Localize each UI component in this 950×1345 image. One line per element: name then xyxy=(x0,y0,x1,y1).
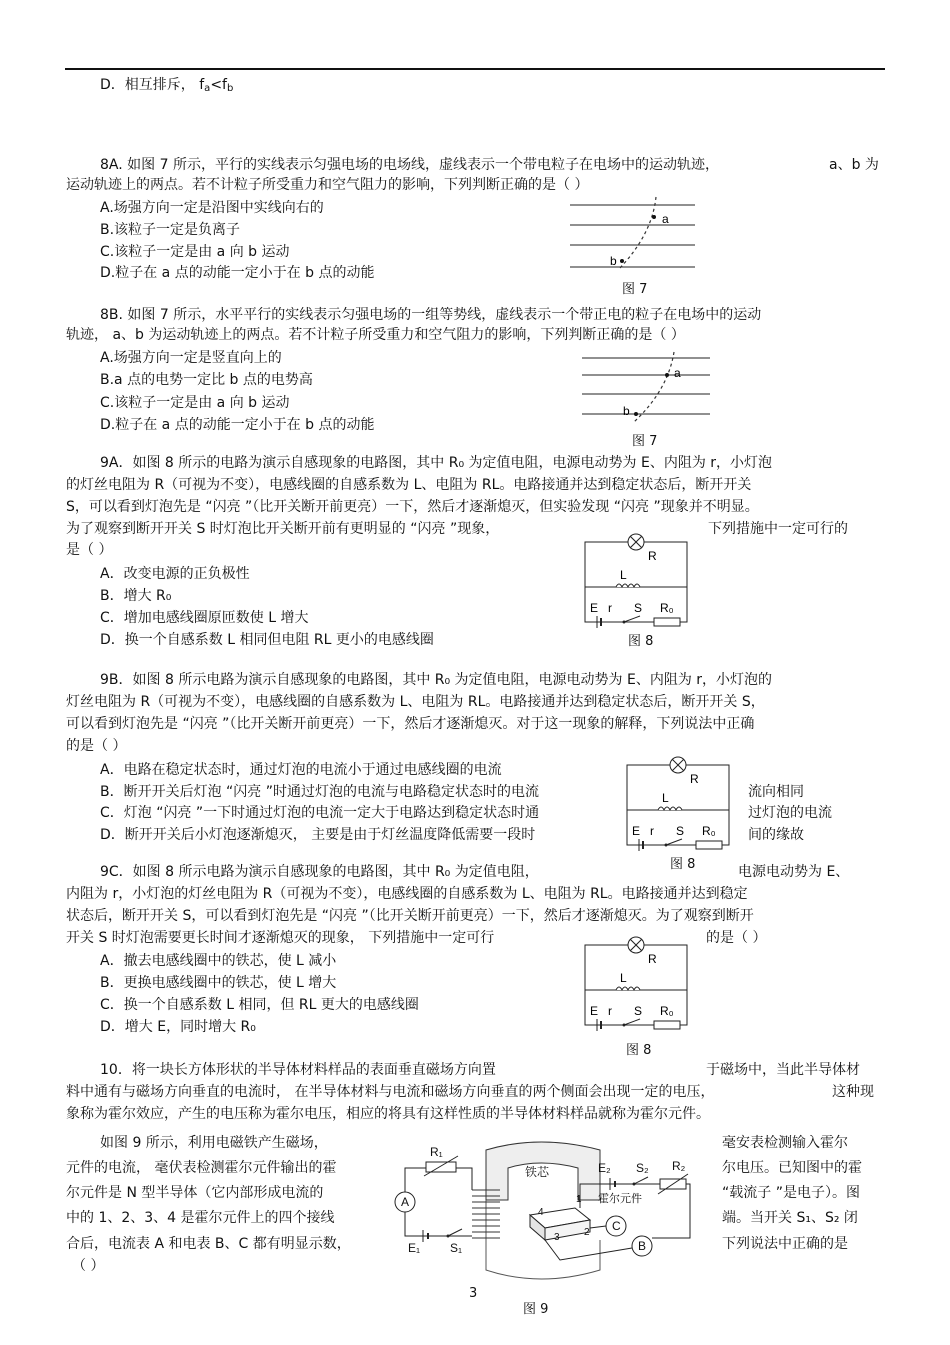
q8b-option-c: C.该粒子一定是由 a 向 b 运动 xyxy=(100,395,290,411)
label-r1: R₁ xyxy=(430,1145,443,1159)
q8b-line2: 轨迹， a、b 为运动轨迹上的两点。若不计粒子所受重力和空气阻力的影响，下列判断正确的是（ ） xyxy=(66,327,685,343)
q9c-line3: 状态后，断开开关 S，可以看到灯泡先是 “闪亮 ”（比开关断开前更亮）一下，然后才逐渐熄灭。为了观察到断开 xyxy=(66,908,754,924)
label-terminal-4: 4 xyxy=(538,1207,544,1218)
q10-line2-tail: 这种现 xyxy=(832,1084,874,1100)
q9a-line3: S，可以看到灯泡先是 “闪亮 ”（比开关断开前更亮）一下，然后才逐渐熄灭，但实验发现 “闪亮 ”现象并不明显。 xyxy=(66,499,759,515)
q10-line2: 料中通有与磁场方向垂直的电流时， 在半导体材料与电流和磁场方向垂直的两个侧面会出现一定的电压， xyxy=(66,1084,715,1100)
q8a-line2: 运动轨迹上的两点。若不计粒子所受重力和空气阻力的影响，下列判断正确的是（ ） xyxy=(66,177,589,193)
svg-text:S: S xyxy=(634,1004,643,1018)
q9c-line1: 9C．如图 8 所示电路为演示自感现象的电路图，其中 R₀ 为定值电阻， xyxy=(100,864,539,880)
fig8b-caption: 图 8 xyxy=(670,857,696,872)
q9a-option-c: C．增加电感线圈原匝数使 L 增大 xyxy=(100,610,309,626)
q10-line3: 象称为霍尔效应，产生的电压称为霍尔电压，相应的将具有这样性质的半导体材料样品就称为霍尔元件。 xyxy=(66,1106,710,1122)
q9a-option-b: B．增大 R₀ xyxy=(100,588,172,604)
circuit-diagram xyxy=(580,935,692,1035)
q10-line1: 10．将一块长方体形状的半导体材料样品的表面垂直磁场方向置 xyxy=(100,1062,496,1078)
q7-option-d: D．相互排斥， $f_a<f_b$ xyxy=(100,77,234,94)
q9a-line4-tail: 下列措施中一定可行的 xyxy=(708,521,848,537)
q10-left-4: 中的 1、2、3、4 是霍尔元件上的四个接线 xyxy=(66,1210,335,1226)
header-rule xyxy=(65,68,885,70)
svg-text:R₀: R₀ xyxy=(660,601,674,615)
label-meter-c: C xyxy=(612,1219,621,1233)
label-s2: S₂ xyxy=(636,1161,649,1175)
q9c-line4-tail: 的是（ ） xyxy=(706,930,767,946)
figure-8b xyxy=(622,755,734,855)
q10-right-2: 尔电压。已知图中的霍 xyxy=(722,1160,862,1176)
q9b-option-c-tail: 过灯泡的电流 xyxy=(748,805,832,821)
figure-8c xyxy=(580,935,692,1035)
label-e2: E₂ xyxy=(598,1161,611,1175)
svg-text:E: E xyxy=(590,601,599,615)
svg-text:L: L xyxy=(620,971,627,985)
label-a: a xyxy=(662,212,669,226)
q8a-line1: 8A. 如图 7 所示，平行的实线表示匀强电场的电场线，虚线表示一个带电粒子在电场中的运动轨迹， xyxy=(100,157,719,173)
fig7a-caption: 图 7 xyxy=(622,282,648,297)
label-meter-b: B xyxy=(638,1239,647,1253)
svg-text:R: R xyxy=(648,549,657,563)
label-b: b xyxy=(610,254,617,268)
q9b-option-d: D．断开开关后小灯泡逐渐熄灭， 主要是由于灯丝温度降低需要一段时 xyxy=(100,827,536,843)
q8a-option-b: B.该粒子一定是负离子 xyxy=(100,222,241,238)
circuit-diagram xyxy=(580,532,692,632)
q9b-option-d-tail: 间的缘故 xyxy=(748,827,804,843)
q9c-line2: 内阻为 r，小灯泡的灯丝电阻为 R（可视为不变），电感线圈的自感系数为 L、电阻为 RL。电路接通并达到稳定 xyxy=(66,886,748,902)
label-terminal-3: 3 xyxy=(554,1232,560,1243)
q10-right-3: “载流子 ”是电子）。图 xyxy=(722,1185,860,1201)
figure-9 xyxy=(390,1140,720,1290)
label-r2: R₂ xyxy=(672,1159,686,1173)
label-e1: E₁ xyxy=(408,1241,421,1255)
label-ammeter-a: A xyxy=(401,1195,410,1209)
figure-7b xyxy=(582,350,712,425)
svg-text:L: L xyxy=(620,568,627,582)
figure-8a xyxy=(580,532,692,632)
fig8c-caption: 图 8 xyxy=(626,1043,652,1058)
svg-text:R: R xyxy=(648,952,657,966)
field-lines-diagram xyxy=(570,195,700,275)
q10-left-2: 元件的电流， 毫伏表检测霍尔元件输出的霍 xyxy=(66,1160,337,1176)
q9b-option-a: A．电路在稳定状态时，通过灯泡的电流小于通过电感线圈的电流 xyxy=(100,762,502,778)
q9b-line1: 9B．如图 8 所示电路为演示自感现象的电路图，其中 R₀ 为定值电阻，电源电动势为 E、内阻为 r，小灯泡的 xyxy=(100,672,773,688)
svg-text:E: E xyxy=(632,824,641,838)
fig9-caption: 图 9 xyxy=(523,1302,549,1317)
svg-text:R₀: R₀ xyxy=(660,1004,674,1018)
q9c-line4: 开关 S 时灯泡需要更长时间才逐渐熄灭的现象， 下列措施中一定可行 xyxy=(66,930,495,946)
q9b-line2: 灯丝电阻为 R（可视为不变），电感线圈的自感系数为 L、电阻为 RL。电路接通并达到稳定状态后，断开开关 S， xyxy=(66,694,765,710)
q10-left-1: 如图 9 所示，利用电磁铁产生磁场， xyxy=(100,1135,328,1151)
q9b-line3: 可以看到灯泡先是 “闪亮 ”（比开关断开前更亮）一下，然后才逐渐熄灭。对于这一现象的解释，下列说法中正确 xyxy=(66,716,755,732)
hall-effect-diagram xyxy=(390,1140,720,1290)
fig8a-caption: 图 8 xyxy=(628,634,654,649)
circuit-diagram xyxy=(622,755,734,855)
q9b-option-b-tail: 流向相同 xyxy=(748,784,804,800)
label-terminal-2: 2 xyxy=(584,1227,590,1238)
q9a-line5: 是（ ） xyxy=(66,542,113,558)
equipotential-diagram xyxy=(582,350,712,425)
label-s1: S₁ xyxy=(450,1241,463,1255)
q8b-option-d: D.粒子在 a 点的动能一定小于在 b 点的动能 xyxy=(100,417,375,433)
q10-left-5: 合后，电流表 A 和电表 B、C 都有明显示数， xyxy=(66,1236,351,1252)
q8b-option-b: B.a 点的电势一定比 b 点的电势高 xyxy=(100,372,313,388)
q10-left-6: （ ） xyxy=(72,1258,105,1274)
label-iron-core: 铁芯 xyxy=(525,1165,550,1179)
q9c-option-d: D．增大 E，同时增大 R₀ xyxy=(100,1019,256,1035)
svg-text:S: S xyxy=(676,824,685,838)
label-terminal-1: 1 xyxy=(576,1194,582,1205)
q8a-option-a: A.场强方向一定是沿图中实线向右的 xyxy=(100,200,324,216)
q10-right-4: 端。当开关 S₁、S₂ 闭 xyxy=(722,1210,858,1226)
label-hall-element: 霍尔元件 xyxy=(598,1193,642,1205)
q9b-option-b: B．断开开关后灯泡 “闪亮 ”时通过灯泡的电流与电路稳定状态时的电流 xyxy=(100,784,540,800)
q9a-line2: 的灯丝电阻为 R（可视为不变），电感线圈的自感系数为 L、电阻为 RL。电路接通并达到稳定状态后，断开开关 xyxy=(66,477,752,493)
q9c-option-a: A．撤去电感线圈中的铁芯，使 L 减小 xyxy=(100,953,337,969)
q9a-line1: 9A．如图 8 所示的电路为演示自感现象的电路图，其中 R₀ 为定值电阻，电源电动势为 E、内阻为 r，小灯泡 xyxy=(100,455,773,471)
q10-left-3: 尔元件是 N 型半导体（它内部形成电流的 xyxy=(66,1185,324,1201)
q10-right-5: 下列说法中正确的是 xyxy=(722,1236,848,1252)
svg-text:S: S xyxy=(634,601,643,615)
q8a-line1-tail: a、b 为 xyxy=(829,157,879,173)
q8a-option-d: D.粒子在 a 点的动能一定小于在 b 点的动能 xyxy=(100,265,375,281)
page-number: 3 xyxy=(469,1286,478,1301)
svg-text:R₀: R₀ xyxy=(702,824,716,838)
q10-line1-tail: 于磁场中，当此半导体材 xyxy=(706,1062,860,1078)
q9b-line4: 的是（ ） xyxy=(66,738,127,754)
q9b-option-c: C．灯泡 “闪亮 ”一下时通过灯泡的电流一定大于电路达到稳定状态时通 xyxy=(100,805,540,821)
label-b: b xyxy=(623,404,630,418)
q9c-line1-tail: 电源电动势为 E、 xyxy=(738,864,850,880)
figure-7a xyxy=(570,195,700,275)
svg-text:r: r xyxy=(608,1004,612,1018)
q9a-option-d: D．换一个自感系数 L 相同但电阻 RL 更小的电感线圈 xyxy=(100,632,434,648)
q8b-line1: 8B. 如图 7 所示，水平平行的实线表示匀强电场的一组等势线，虚线表示一个带正电的粒子在电场中的运动 xyxy=(100,307,762,323)
q8b-option-a: A.场强方向一定是竖直向上的 xyxy=(100,350,282,366)
q9a-option-a: A．改变电源的正负极性 xyxy=(100,566,250,582)
q10-right-1: 毫安表检测输入霍尔 xyxy=(722,1135,848,1151)
q9c-option-c: C．换一个自感系数 L 相同，但 RL 更大的电感线圈 xyxy=(100,997,419,1013)
fig7b-caption: 图 7 xyxy=(632,434,658,449)
svg-text:L: L xyxy=(662,791,669,805)
q9a-line4: 为了观察到断开开关 S 时灯泡比开关断开前有更明显的 “闪亮 ”现象， xyxy=(66,521,500,537)
svg-text:R: R xyxy=(690,772,699,786)
q9c-option-b: B．更换电感线圈中的铁芯，使 L 增大 xyxy=(100,975,337,991)
label-a: a xyxy=(674,366,681,380)
svg-text:r: r xyxy=(608,601,612,615)
svg-text:r: r xyxy=(650,824,654,838)
q8a-option-c: C.该粒子一定是由 a 向 b 运动 xyxy=(100,244,290,260)
svg-text:E: E xyxy=(590,1004,599,1018)
